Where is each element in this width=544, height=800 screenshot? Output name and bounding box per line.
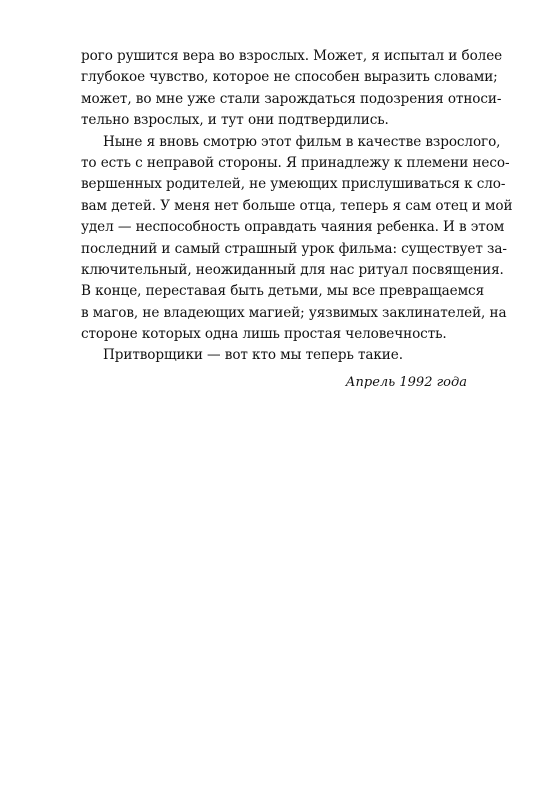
paragraph-3 <box>81 345 467 366</box>
text-line: стороне которых одна лишь простая человечность. <box>81 326 447 343</box>
text-line: то есть с неправой стороны. Я принадлежу к племени несо- <box>81 154 510 171</box>
date-signature: Апрель 1992 года <box>345 374 467 390</box>
text-line: тельно взрослых, и тут они подтвердились. <box>81 112 389 129</box>
paragraph-1 <box>81 46 503 132</box>
text-line: вам детей. У меня нет больше отца, теперь я сам отец и мой <box>81 197 513 214</box>
text-line: Притворщики — вот кто мы теперь такие. <box>103 347 403 364</box>
text-line: может, во мне уже стали зарождаться подозрения относи- <box>81 90 502 107</box>
page-text-block <box>81 46 513 393</box>
text-line: глубокое чувство, которое не способен выразить словами; <box>81 69 498 86</box>
text-line: последний и самый страшный урок фильма: существует за- <box>81 240 507 257</box>
text-line: в магов, не владеющих магией; уязвимых заклинателей, на <box>81 304 507 321</box>
paragraph-2 <box>81 132 513 346</box>
text-line: рого рушится вера во взрослых. Может, я испытал и более <box>81 48 503 64</box>
text-line: В конце, переставая быть детьми, мы все превращаемся <box>81 283 485 300</box>
text-line: Ныне я вновь смотрю этот фильм в качестве взрослого, <box>103 133 501 150</box>
text-line: ключительный, неожиданный для нас ритуал посвящения. <box>81 261 504 278</box>
text-line: вершенных родителей, не умеющих прислушиваться к сло- <box>81 176 506 193</box>
text-line: удел — неспособность оправдать чаяния ребенка. И в этом <box>81 219 505 236</box>
